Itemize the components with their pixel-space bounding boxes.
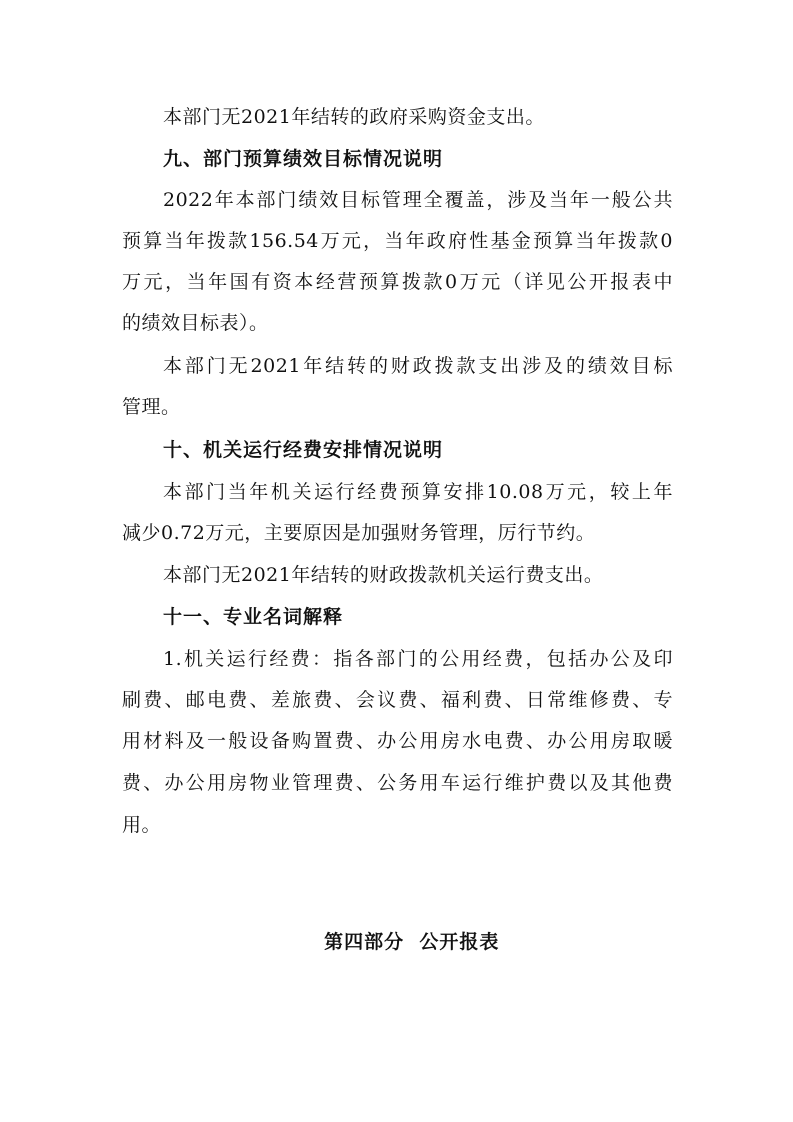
paragraph-line: 管理。 <box>122 396 181 418</box>
paragraph-line: 1.机关运行经费：指各部门的公用经费，包括办公及印 <box>163 648 673 670</box>
section-11-paragraph-1 <box>0 766 793 800</box>
paragraph-line: 本部门当年机关运行经费预算安排10.08万元，较上年 <box>163 481 673 503</box>
section-11-paragraph-1 <box>0 808 793 842</box>
section-11-paragraph-1 <box>0 724 793 758</box>
section-10-heading <box>0 433 793 467</box>
section-9-heading <box>0 142 793 176</box>
paragraph-line: 本部门无2021年结转的财政拨款机关运行费支出。 <box>163 564 604 586</box>
paragraph-line: 本部门无2021年结转的政府采购资金支出。 <box>163 106 545 128</box>
section-10-paragraph-2 <box>0 558 793 592</box>
section-10-paragraph-1 <box>0 475 793 509</box>
paragraph-line: 用。 <box>122 814 162 836</box>
paragraph-line: 的绩效目标表）。 <box>122 312 269 334</box>
heading-text: 十、机关运行经费安排情况说明 <box>163 439 444 461</box>
paragraph-line: 本部门无2021年结转的财政拨款支出涉及的绩效目标 <box>163 355 673 377</box>
section-9-paragraph-1 <box>0 224 793 258</box>
section-11-paragraph-1 <box>0 642 793 676</box>
paragraph-line: 2022年本部门绩效目标管理全覆盖，涉及当年一般公共 <box>163 189 673 211</box>
section-11-paragraph-1 <box>0 683 793 717</box>
paragraph-line: 刷费、邮电费、差旅费、会议费、福利费、日常维修费、专 <box>122 689 673 711</box>
part-title-text: 第四部分 公开报表 <box>324 931 500 953</box>
section-9-paragraph-1 <box>0 265 793 299</box>
heading-text: 九、部门预算绩效目标情况说明 <box>163 148 444 170</box>
paragraph-line: 减少0.72万元，主要原因是加强财务管理，厉行节约。 <box>122 522 596 544</box>
section-9-paragraph-1 <box>0 183 793 217</box>
part-4-title <box>0 891 793 953</box>
heading-text: 十一、专业名词解释 <box>163 606 344 628</box>
paragraph-line: 用材料及一般设备购置费、办公用房水电费、办公用房取暖 <box>122 730 673 752</box>
paragraph-line: 万元，当年国有资本经营预算拨款0万元（详见公开报表中 <box>122 271 673 293</box>
section-10-paragraph-1 <box>0 516 793 550</box>
section-11-heading <box>0 600 793 634</box>
paragraph-procurement <box>0 100 793 134</box>
section-9-paragraph-1 <box>0 306 793 340</box>
paragraph-line: 费、办公用房物业管理费、公务用车运行维护费以及其他费 <box>122 772 673 794</box>
section-9-paragraph-2 <box>0 349 793 383</box>
paragraph-line: 预算当年拨款156.54万元，当年政府性基金预算当年拨款0 <box>122 230 673 252</box>
section-9-paragraph-2 <box>0 390 793 424</box>
